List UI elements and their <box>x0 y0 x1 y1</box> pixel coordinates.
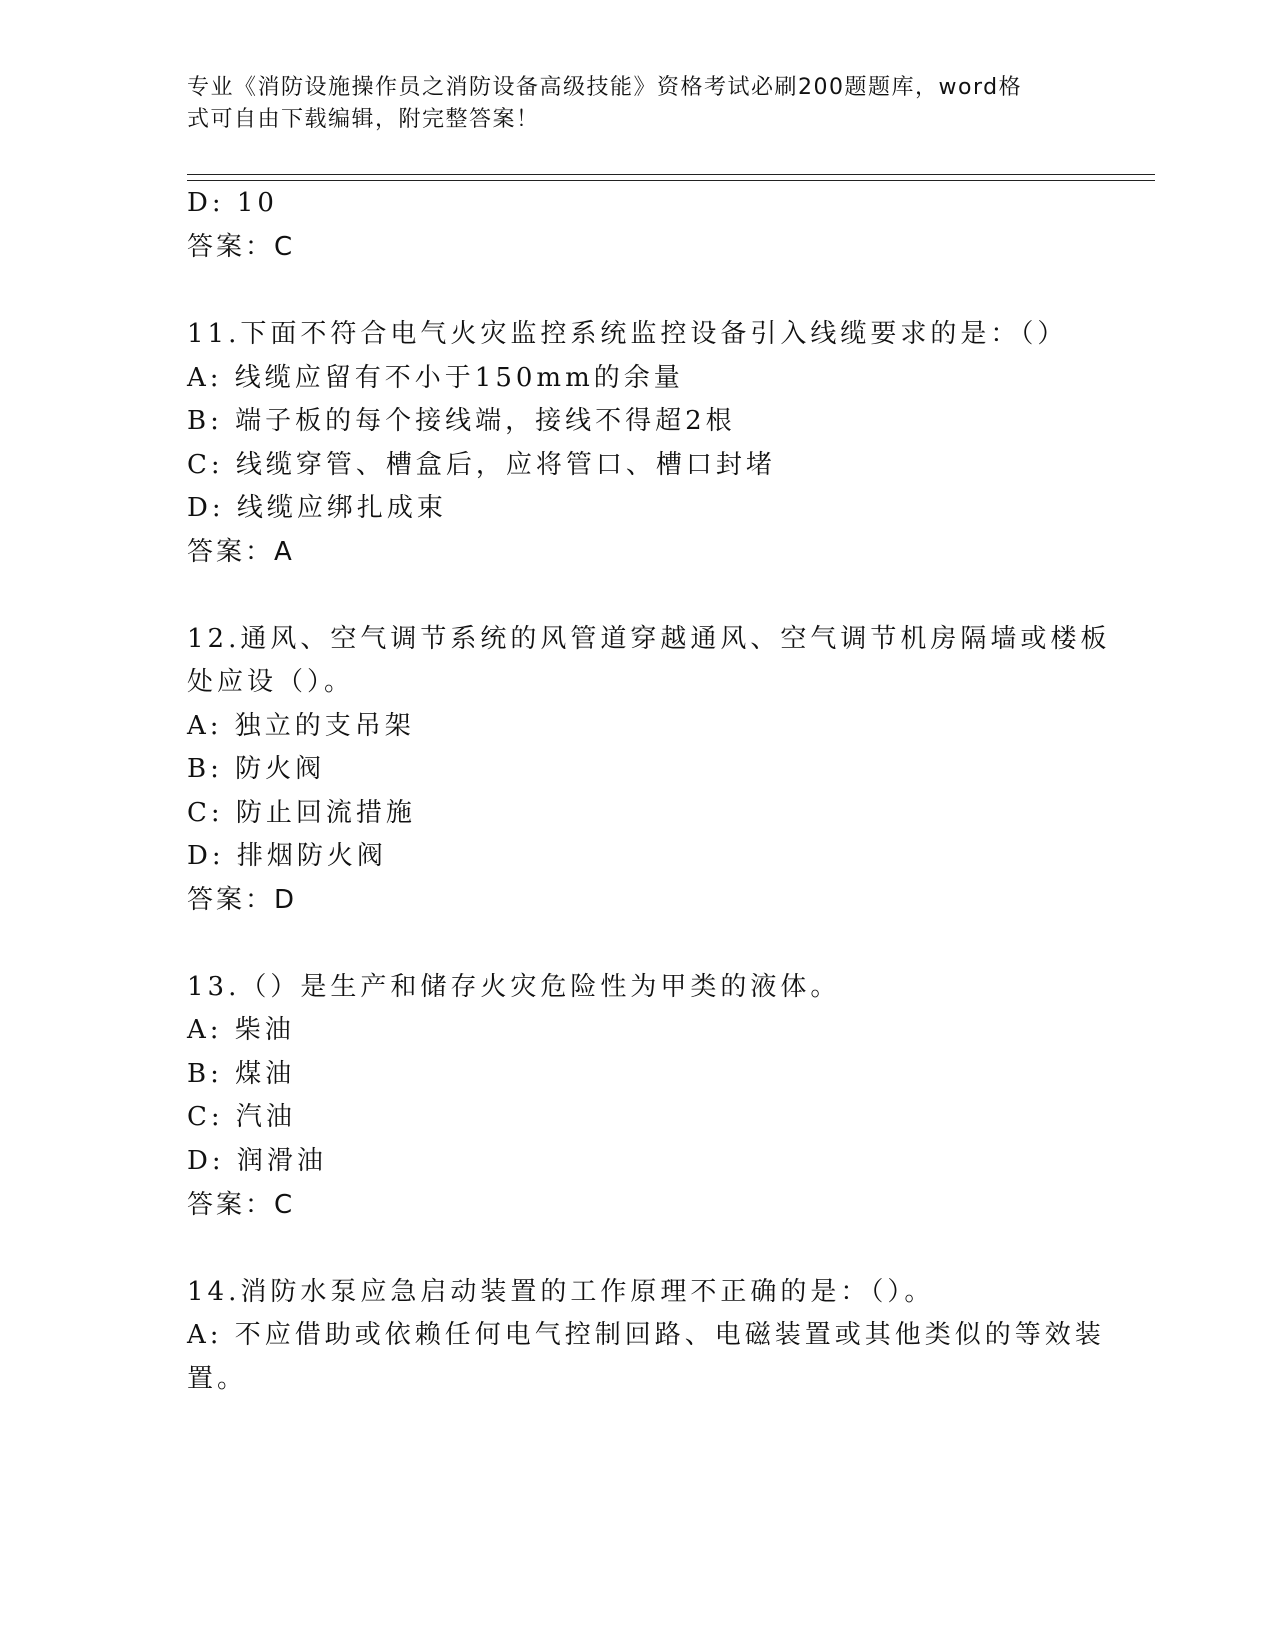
question-12-text: 12.通风、空气调节系统的风管道穿越通风、空气调节机房隔墙或楼板 <box>187 624 1111 654</box>
option-a-line-cont: 置。 <box>187 1364 248 1394</box>
header-rule-top <box>187 174 1155 175</box>
option-b-line: B: 防火阀 <box>187 754 326 784</box>
option-b-line: B: 煤油 <box>187 1059 296 1089</box>
document-header <box>187 72 1067 136</box>
answer-line: 答案：C <box>187 232 296 262</box>
option-d-line: D: 10 <box>187 188 278 218</box>
option-a-line: A: 柴油 <box>187 1015 295 1045</box>
question-12-text-cont: 处应设（）。 <box>187 667 355 697</box>
header-line-1: 专业《消防设施操作员之消防设备高级技能》资格考试必刷200题题库，word格 <box>187 75 1023 100</box>
header-line-2: 式可自由下载编辑，附完整答案！ <box>187 107 540 132</box>
answer-line: 答案：C <box>187 1190 296 1220</box>
option-a-line: A: 不应借助或依赖任何电气控制回路、电磁装置或其他类似的等效装 <box>187 1320 1105 1350</box>
question-13-text: 13.（）是生产和储存火灾危险性为甲类的液体。 <box>187 972 841 1002</box>
question-11-text: 11.下面不符合电气火灾监控系统监控设备引入线缆要求的是：（） <box>187 319 1068 349</box>
question-14-text: 14.消防水泵应急启动装置的工作原理不正确的是：（）。 <box>187 1277 935 1307</box>
answer-line: 答案：A <box>187 537 295 567</box>
option-c-line: C: 线缆穿管、槽盒后，应将管口、槽口封堵 <box>187 450 776 480</box>
answer-line: 答案：D <box>187 885 298 915</box>
option-a-line: A: 线缆应留有不小于150mm的余量 <box>187 363 684 393</box>
option-d-line: D: 排烟防火阀 <box>187 841 387 871</box>
option-a-line: A: 独立的支吊架 <box>187 711 415 741</box>
option-d-line: D: 润滑油 <box>187 1146 327 1176</box>
header-rule-bottom <box>187 180 1155 181</box>
option-d-line: D: 线缆应绑扎成束 <box>187 493 447 523</box>
option-b-line: B: 端子板的每个接线端，接线不得超2根 <box>187 406 736 436</box>
option-c-line: C: 汽油 <box>187 1102 296 1132</box>
option-c-line: C: 防止回流措施 <box>187 798 416 828</box>
